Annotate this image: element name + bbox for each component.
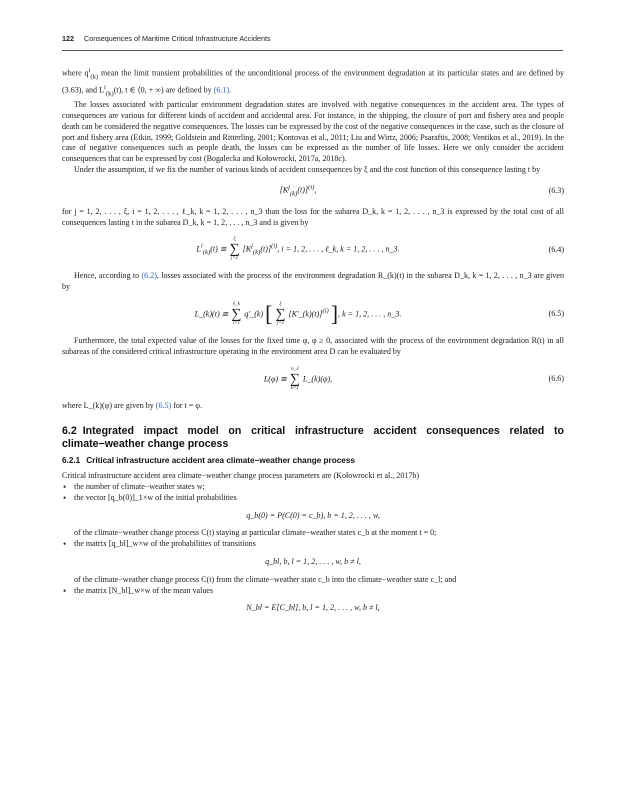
equation-link-6-2[interactable]: (6.2) xyxy=(141,271,157,281)
list-item: • the number of climate−weather states w; xyxy=(62,482,564,493)
parameter-list-3 xyxy=(62,586,564,597)
header-rule xyxy=(62,50,563,51)
parameter-list-2 xyxy=(62,539,564,550)
summation-symbol: n_3 ∑ k=1 xyxy=(289,366,300,391)
paragraph-where: where L_(k)(φ) are given by (6.5) for t = φ. xyxy=(62,400,203,410)
list-item: • the vector [q_b(0)]_1×w of the initial probabilities xyxy=(62,493,564,504)
paragraph-parameters: Critical infrastructure accident area climate−weather change process parameters are (Kołowrocki et al., 2017b) xyxy=(62,471,420,481)
paragraph-losses: The losses associated with particular environment degradation states are involved with negative consequences in the accident area. The types of consequences are various for different kinds of accident and accidental area. For instance, in the shipping, the closure of port and fishery area and people death can be considered the negative consequences. The losses can be expressed by the cost of the negative consequences in the case, such as the closure of port and fishery area (Etkin, 1999; Goldstein and Ritterling, 2001; Kontovas et al., 2011; Liu and Wirtz, 2006; Psaraftis, 2008; Ventikos et al., 2019). In the case of negative consequences such as people death, the losses can be expressed as the number of life losses. Here we only consider the accident consequences that can be expressed by cost (Bogalecka and Kołowrocki, 2017a, 2018c). xyxy=(62,100,564,164)
paragraph-total-cost: for j = 1, 2, . . . , ξ, i = 1, 2, . . . , ℓ_k, k = 1, 2, . . . , n_3 than the loss for the subarea D_k, k = 1, 2, . . . , n_3 is expressed by the total cost of all consequences lasting t in the subarea D_k, k = 1, 2, . . . , n_3 and is given by xyxy=(62,206,564,227)
equation-number: (6.5) xyxy=(548,309,564,319)
page-number: 122 xyxy=(62,34,74,43)
equation-6-4: $L^i_{(k)}(t)$ ≅ ξ ∑ j=1 $[K^j_{(k)}(t)]^{(i)}$, i = 1, 2, . . . , ℓ_k, k = 1, 2, . . . , n_3. (6.4) xyxy=(196,237,564,262)
equation-initial-probabilities: q_b(0) = P(C(0) = c_b), b = 1, 2, . . . , w, xyxy=(246,510,380,520)
page-body xyxy=(62,66,564,621)
equation-6-3: $[K^j_{(k)}(t)]^{(i)}$, (6.3) xyxy=(279,183,564,198)
paragraph-initial-prob-desc: of the climate−weather change process C(t) staying at particular climate−weather states c_b at the moment t = 0; xyxy=(74,528,437,538)
equation-link-6-1[interactable]: (6.1) xyxy=(213,85,230,95)
subsection-heading: 6.2.1 Critical infrastructure accident area climate−weather change process xyxy=(62,456,355,466)
list-item: • the matrix [q_bl]_w×w of the probabilities of transitions xyxy=(62,539,564,550)
equation-number: (6.4) xyxy=(548,244,564,254)
paragraph-total-expected-value: Furthermore, the total expected value of the losses for the fixed time φ, φ ≥ 0, associated with the process of the environment degradation R(t) in all subareas of the considered critical infrastructure operating in the environment area D can be evaluated by xyxy=(62,336,564,356)
running-header xyxy=(62,34,271,43)
parameter-list xyxy=(62,482,564,504)
paragraph-assumption: Under the assumption, if we fix the number of various kinds of accident consequences by ξ and the cost function of this consequence lasting t by xyxy=(74,164,541,174)
paragraph-limit-probabilities: where $q^i_{(k)}$ mean the limit transient probabilities of the unconditional process of the environment degradation at its particular states and are defined by (3.63), and $L^i_{(k)}(t)$, t ∈ ⟨0, + ∞) are defined by (6.1). xyxy=(62,67,564,98)
equation-number: (6.6) xyxy=(548,373,564,383)
running-title: Consequences of Maritime Critical Infrastructure Accidents xyxy=(84,34,271,43)
equation-link-6-5[interactable]: (6.5) xyxy=(155,400,172,410)
equation-transition-probabilities: q_bl, b, l = 1, 2, . . . , w, b ≠ l, xyxy=(265,556,361,566)
section-heading: 6.2 Integrated impact model on critical infrastructure accident consequences related to climate−weather change process xyxy=(62,425,564,451)
summation-symbol: ξ ∑ j=1 xyxy=(229,237,240,262)
summation-symbol: ξ ∑ j=1 xyxy=(275,302,286,326)
equation-mean-values: N_bl = E[C_bl], b, l = 1, 2, . . . , w, b ≠ l, xyxy=(246,603,380,613)
list-item: • the matrix [N_bl]_w×w of the mean values xyxy=(62,586,564,597)
paragraph-environment-degradation: Hence, according to (6.2), losses associated with the process of the environment degradation R_(k)(t) in the subarea D_k, k = 1, 2, . . . , n_3 are given by xyxy=(62,271,564,292)
paragraph-transition-desc: of the climate−weather change process C(t) from the climate−weather state c_b into the climate−weather state c_l; and xyxy=(74,574,457,584)
summation-symbol: ℓ_k ∑ i=1 xyxy=(231,302,242,326)
equation-6-5: L_(k)(t) ≅ ℓ_k ∑ i=1 q'_(k) [ ξ ∑ j=1 [K'_(k)(t)]$^{(i)}$ ], k = 1, 2, . . . , n_3. (6.5) xyxy=(194,301,564,327)
equation-number: (6.3) xyxy=(548,185,564,195)
equation-6-6: L(φ) ≅ n_3 ∑ k=1 L_(k)(φ), (6.6) xyxy=(263,366,564,391)
